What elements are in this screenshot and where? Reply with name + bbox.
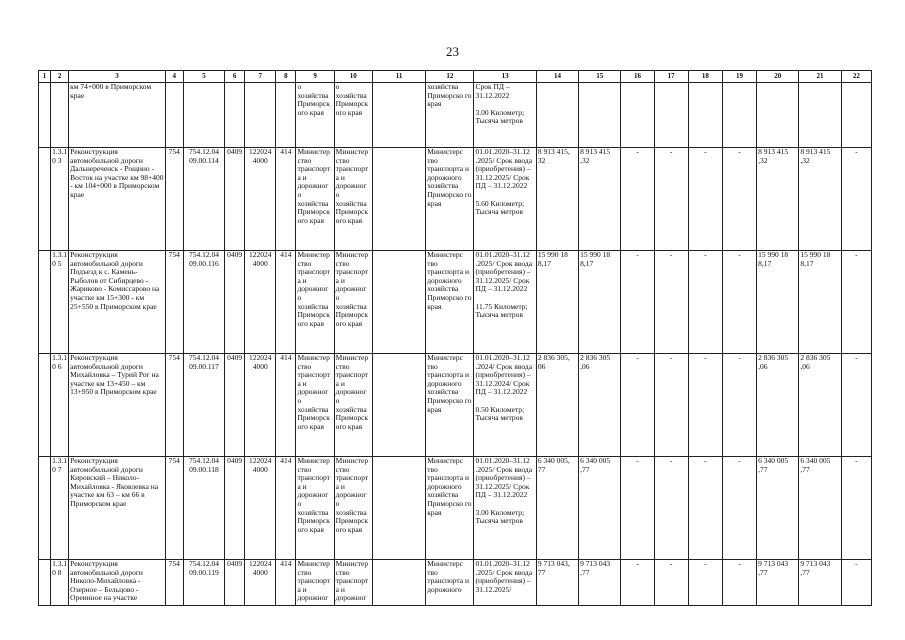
table-cell: 1.3.10 6 [51, 354, 69, 457]
table-cell [245, 83, 276, 148]
table-cell: Министер ство транспорт а и дорожног о хозяйства Приморск ого края [296, 148, 334, 251]
table-cell: - [841, 457, 871, 560]
table-row [39, 148, 872, 251]
table-cell: Министер ство транспорт а и дорожног о хозяйства Приморск ого края [296, 457, 334, 560]
table-cell [621, 83, 654, 148]
column-header: 8 [276, 71, 296, 83]
table-cell: Министерс тво транспорта и дорожного хозяйства Приморско го края [426, 251, 474, 354]
table-cell: 754.12.04 09.00.116 [183, 251, 224, 354]
table-cell: - [841, 148, 871, 251]
table-cell: 01.01.2020–31.12 .2024/ Срок ввода (приобретения) – 31.12.2024/ Срок ПД – 31.12.2022 0.50 Километр; Тысяча метров [474, 354, 536, 457]
table-cell: 754.12.04 09.00.119 [183, 560, 224, 606]
column-header: 13 [474, 71, 536, 83]
table-cell [372, 83, 425, 148]
table-row [39, 560, 872, 606]
table-cell: 01.01.2020–31.12 .2025/ Срок ввода (приобретения) – 31.12.2025/ Срок ПД – 31.12.2022 11.75 Километр; Тысяча метров [474, 251, 536, 354]
table-cell: Реконструкция автомобильной дороги Подъезд к с. Камень-Рыболов от Сибирцево - Жариково - Комиссарово на участке км 15+300 - км 25+550 в Приморском крае [69, 251, 166, 354]
table-cell: - [722, 354, 756, 457]
table-cell: 2 836 305, 06 [536, 354, 578, 457]
table-cell: Министер ство транспорт а и дорожног о хозяйства Приморск ого края [334, 251, 372, 354]
table-cell: Министерс тво транспорта и дорожного хозяйства Приморско го края [426, 457, 474, 560]
table-cell [579, 83, 621, 148]
column-header: 1 [39, 71, 51, 83]
table-cell: 1.3.10 7 [51, 457, 69, 560]
table-cell: 6 340 005 ,77 [579, 457, 621, 560]
table-cell: - [621, 560, 654, 606]
table-cell: 8 913 415 ,32 [757, 148, 799, 251]
table-cell: 122024 4000 [245, 354, 276, 457]
table-cell: 122024 4000 [245, 251, 276, 354]
table-cell [39, 83, 51, 148]
column-header: 6 [225, 71, 245, 83]
table-cell: 1.3.10 8 [51, 560, 69, 606]
table-cell: о хозяйства Приморск ого края [296, 83, 334, 148]
table-cell: Реконструкция автомобильной дороги Михайловка – Турий Рог на участке км 13+450 – км 13+950 в Приморском крае [69, 354, 166, 457]
table-cell [51, 83, 69, 148]
table-cell: - [688, 148, 722, 251]
table-cell: 0409 [225, 251, 245, 354]
table-cell: Министер ство транспорт а и дорожног о хозяйства Приморск ого края [334, 148, 372, 251]
table-cell: 8 913 415 ,32 [799, 148, 841, 251]
table-cell: 9 713 043 ,77 [799, 560, 841, 606]
table-cell [757, 83, 799, 148]
table-cell: Министер ство транспорт а и дорожног [334, 560, 372, 606]
table-cell [799, 83, 841, 148]
table-cell: Министер ство транспорт а и дорожног о хозяйства Приморск ого края [334, 457, 372, 560]
table-cell [39, 354, 51, 457]
table-cell: 0409 [225, 354, 245, 457]
table-cell: - [654, 251, 688, 354]
column-header: 3 [69, 71, 166, 83]
table-cell [372, 251, 425, 354]
table-cell: 754 [165, 560, 183, 606]
table-cell: 2 836 305 ,06 [757, 354, 799, 457]
table-cell: 754 [165, 251, 183, 354]
table-cell [536, 83, 578, 148]
table-cell: 754 [165, 148, 183, 251]
table-row [39, 83, 872, 148]
table-cell: Реконструкция автомобильной дороги Кировский – Николо-Михайловка - Яковлевка на участке км 63 – км 66 в Приморском крае [69, 457, 166, 560]
table-cell [39, 251, 51, 354]
table-cell [225, 83, 245, 148]
table-cell: 414 [276, 251, 296, 354]
table-cell: - [722, 560, 756, 606]
table-row [39, 251, 872, 354]
column-header: 2 [51, 71, 69, 83]
table-cell: - [688, 354, 722, 457]
table-cell: - [621, 457, 654, 560]
table-cell: 0409 [225, 457, 245, 560]
column-header: 14 [536, 71, 578, 83]
column-header: 16 [621, 71, 654, 83]
table-cell: 01.01.2020–31.12 .2025/ Срок ввода (приобретения) – 31.12.2025/ Срок ПД – 31.12.2022 5.60 Километр; Тысяча метров [474, 148, 536, 251]
table-cell: 2 836 305 ,06 [799, 354, 841, 457]
table-cell: 01.01.2020–31.12 .2025/ Срок ввода (приобретения) – 31.12.2025/ Срок ПД – 31.12.2022 3.00 Километр; Тысяча метров [474, 457, 536, 560]
table-cell: - [688, 457, 722, 560]
table-cell: км 74+000 в Приморском крае [69, 83, 166, 148]
table-cell: 1.3.10 5 [51, 251, 69, 354]
column-header: 11 [372, 71, 425, 83]
table-cell: - [841, 354, 871, 457]
table-cell: 8 913 415, 32 [536, 148, 578, 251]
table-cell [722, 83, 756, 148]
table-cell: 122024 4000 [245, 148, 276, 251]
table-cell: - [621, 251, 654, 354]
table-cell: Министер ство транспорт а и дорожног о хозяйства Приморск ого края [296, 251, 334, 354]
table-cell [39, 148, 51, 251]
table-cell: - [621, 354, 654, 457]
column-header: 15 [579, 71, 621, 83]
page-number: 23 [446, 44, 459, 59]
table-cell: 6 340 005 ,77 [757, 457, 799, 560]
table-cell: 0409 [225, 560, 245, 606]
column-header: 22 [841, 71, 871, 83]
table-cell: 9 713 043 ,77 [757, 560, 799, 606]
table-cell [841, 83, 871, 148]
table-cell: 2 836 305 ,06 [579, 354, 621, 457]
table-cell: - [841, 560, 871, 606]
table-cell: 754.12.04 09.00.118 [183, 457, 224, 560]
column-header: 21 [799, 71, 841, 83]
column-header: 5 [183, 71, 224, 83]
table-cell: - [688, 251, 722, 354]
column-header: 4 [165, 71, 183, 83]
table-cell: 6 340 005, 77 [536, 457, 578, 560]
table-cell [372, 354, 425, 457]
table-cell: - [722, 457, 756, 560]
table-cell: 0409 [225, 148, 245, 251]
table-cell: 754 [165, 354, 183, 457]
table-cell: Реконструкция автомобильной дороги Николо-Михайловка - Озерное – Бельцово - Ореинное на участке [69, 560, 166, 606]
table-cell: 122024 4000 [245, 457, 276, 560]
table-cell: 15 990 18 8,17 [799, 251, 841, 354]
table-cell: 9 713 043 ,77 [579, 560, 621, 606]
column-header: 10 [334, 71, 372, 83]
table-cell: - [722, 251, 756, 354]
table-cell: 414 [276, 354, 296, 457]
table-cell [372, 148, 425, 251]
table-cell: Министер ство транспорт а и дорожног о хозяйства Приморск ого края [334, 354, 372, 457]
table-cell: - [841, 251, 871, 354]
table-cell [183, 83, 224, 148]
column-header: 18 [688, 71, 722, 83]
table-cell: 414 [276, 457, 296, 560]
column-header: 12 [426, 71, 474, 83]
table-cell: 414 [276, 560, 296, 606]
table-cell: - [688, 560, 722, 606]
table-row [39, 354, 872, 457]
table-cell: 754 [165, 457, 183, 560]
table-cell: 754.12.04 09.00.114 [183, 148, 224, 251]
table-cell: - [621, 148, 654, 251]
column-header: 19 [722, 71, 756, 83]
column-header: 7 [245, 71, 276, 83]
table-cell: 01.01.2020–31.12 .2025/ Срок ввода (приобретения) – 31.12.2025/ [474, 560, 536, 606]
table-cell: 15 990 18 8,17 [757, 251, 799, 354]
table-cell: - [654, 457, 688, 560]
table-cell: о хозяйства Приморск ого края [334, 83, 372, 148]
table-cell: 754.12.04 09.00.117 [183, 354, 224, 457]
table-cell: Срок ПД – 31.12.2022 3.00 Километр; Тысяча метров [474, 83, 536, 148]
table-cell: 8 913 415 ,32 [579, 148, 621, 251]
table-cell: Министерс тво транспорта и дорожного хозяйства Приморско го края [426, 148, 474, 251]
header-row [39, 71, 872, 83]
table-cell [39, 560, 51, 606]
table-cell [688, 83, 722, 148]
table-cell: 1.3.10 3 [51, 148, 69, 251]
table-cell: 414 [276, 148, 296, 251]
table-cell: 9 713 043, 77 [536, 560, 578, 606]
table-cell: Министерс тво транспорта и дорожного [426, 560, 474, 606]
table-cell: - [654, 148, 688, 251]
table-cell: - [654, 560, 688, 606]
table-row [39, 457, 872, 560]
table-cell: Министер ство транспорт а и дорожног о хозяйства Приморск ого края [296, 354, 334, 457]
table-cell [276, 83, 296, 148]
table-cell [654, 83, 688, 148]
table-cell: 15 990 18 8,17 [536, 251, 578, 354]
table-cell: Министер ство транспорт а и дорожног [296, 560, 334, 606]
table-cell [165, 83, 183, 148]
table-cell: 6 340 005 ,77 [799, 457, 841, 560]
column-header: 17 [654, 71, 688, 83]
table-cell: - [654, 354, 688, 457]
column-header: 9 [296, 71, 334, 83]
table-cell: 15 990 18 8,17 [579, 251, 621, 354]
column-header: 20 [757, 71, 799, 83]
table-cell: Реконструкция автомобильной дороги Дальнереченск - Рощино - Восток на участке км 98+400 - км 104+000 в Приморском крае [69, 148, 166, 251]
table-cell [372, 560, 425, 606]
budget-table [38, 70, 872, 606]
table-cell: - [722, 148, 756, 251]
table-cell: 122024 4000 [245, 560, 276, 606]
table-cell [372, 457, 425, 560]
table-cell: Министерс тво транспорта и дорожного хозяйства Приморско го края [426, 354, 474, 457]
table-cell [39, 457, 51, 560]
table-cell: хозяйства Приморско го края [426, 83, 474, 148]
